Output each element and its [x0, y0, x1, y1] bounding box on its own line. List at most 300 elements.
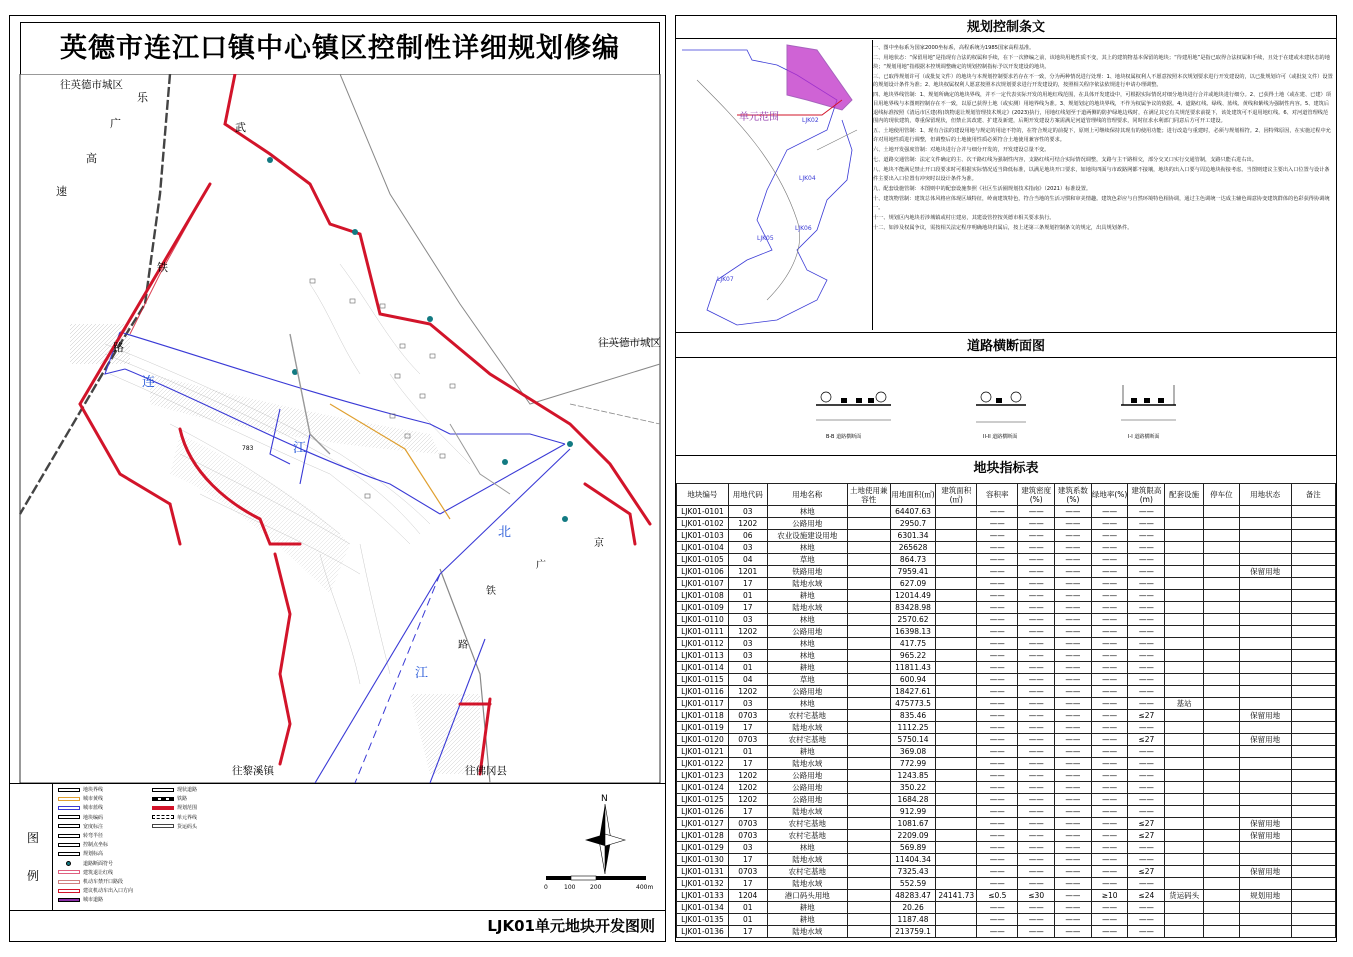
- table-cell: [1204, 662, 1240, 674]
- land-use-map[interactable]: [10, 74, 665, 783]
- table-cell: [847, 602, 890, 614]
- table-cell: ——: [1091, 854, 1128, 866]
- legend-symbol: [58, 852, 80, 856]
- table-cell: [1165, 830, 1204, 842]
- table-cell: [1291, 698, 1335, 710]
- sheet-footer: LJK01单元地块开发图则: [10, 910, 665, 940]
- legend-symbol: [152, 788, 174, 792]
- table-row: [677, 842, 1336, 854]
- table-cell: 陆地水域: [767, 806, 847, 818]
- table-cell: 1202: [728, 626, 767, 638]
- table-cell: 213759.1: [890, 926, 935, 938]
- table-cell: LJK01-0120: [677, 734, 729, 746]
- legend-symbol: [58, 843, 80, 847]
- table-cell: [1291, 626, 1335, 638]
- table-cell: ——: [1091, 542, 1128, 554]
- table-cell: ≤27: [1128, 818, 1165, 830]
- table-cell: 农村宅基地: [767, 818, 847, 830]
- clause-item: 八、地块不能满足禁止开口段要求时可根据实际情况适当降低标准，以满足地块开口要求，如地块四面与市政路网都不接壤，地块的出入口要与周边地块衔接考虑。当图则建议主要出入口位置与设计条件主要出入口位置有冲突时以设计条件为准。: [873, 167, 1330, 182]
- table-cell: ——: [1018, 734, 1055, 746]
- legend-label: 控制点坐标: [83, 842, 109, 849]
- table-cell: ——: [1091, 650, 1128, 662]
- table-cell: LJK01-0136: [677, 926, 729, 938]
- table-cell: LJK01-0129: [677, 842, 729, 854]
- table-cell: [847, 830, 890, 842]
- table-cell: ——: [977, 638, 1018, 650]
- table-cell: [1165, 770, 1204, 782]
- scale-tick-100: 100: [564, 884, 576, 891]
- table-cell: ——: [1128, 614, 1165, 626]
- table-cell: [847, 590, 890, 602]
- table-cell: ——: [1128, 878, 1165, 890]
- clause-item: 七、道路交通管制：法定文件确定的主、次干路红线为强制性内容，支路红线可结合实际情况调整，支路与主干路相交，部分交叉口实行交通管制，支路只能右进右出。: [873, 157, 1257, 164]
- table-cell: ——: [977, 866, 1018, 878]
- table-cell: [847, 854, 890, 866]
- table-cell: 陆地水域: [767, 854, 847, 866]
- table-cell: [936, 722, 977, 734]
- table-cell: [1165, 590, 1204, 602]
- table-cell: ——: [1128, 650, 1165, 662]
- table-cell: ——: [1018, 518, 1055, 530]
- table-cell: [1165, 554, 1204, 566]
- table-cell: 林地: [767, 542, 847, 554]
- table-cell: [936, 614, 977, 626]
- table-cell: [1204, 890, 1240, 902]
- legend-label: 建筑退让红线: [83, 869, 114, 876]
- table-cell: 农村宅基地: [767, 710, 847, 722]
- table-cell: 1081.67: [890, 818, 935, 830]
- inset-unit-ljk07: LJK07: [717, 276, 734, 283]
- table-cell: 公路用地: [767, 686, 847, 698]
- table-cell: ——: [1018, 674, 1055, 686]
- table-cell: [1239, 770, 1291, 782]
- table-cell: ——: [1018, 818, 1055, 830]
- table-cell: ≤24: [1128, 890, 1165, 902]
- table-cell: [1165, 722, 1204, 734]
- table-cell: 1202: [728, 686, 767, 698]
- table-cell: ——: [1018, 590, 1055, 602]
- table-cell: ——: [1018, 866, 1055, 878]
- legend-label: 现状道路: [177, 787, 198, 793]
- table-cell: ——: [1128, 674, 1165, 686]
- table-cell: ——: [1018, 914, 1055, 926]
- table-cell: 03: [728, 650, 767, 662]
- table-cell: ——: [1128, 722, 1165, 734]
- clause-item: 二、用地状态：“保留用地”是指现有合法的权属和手续，在下一次修编之前，该地块用地性质不变，其上的建筑物基本保留的地块；“待建用地”是指已取得合法权属和手续，且处于在建或未建状态的地块；“规划用地”指根据本控规调整确定的规划控制指标予以开发建设的地块。: [873, 55, 1330, 70]
- rail-char-wu: 武: [235, 121, 246, 134]
- table-cell: ——: [1128, 806, 1165, 818]
- legend-title: 图例: [26, 831, 39, 883]
- table-cell: ——: [1091, 674, 1128, 686]
- table-cell: [847, 926, 890, 938]
- river-char-lian: 连: [142, 375, 156, 390]
- table-cell: [1165, 914, 1204, 926]
- table-row: [677, 662, 1336, 674]
- table-cell: 569.89: [890, 842, 935, 854]
- legend-symbol: [152, 797, 174, 801]
- table-cell: [936, 854, 977, 866]
- table-cell: [1204, 842, 1240, 854]
- table-row: [677, 866, 1336, 878]
- table-cell: 03: [728, 542, 767, 554]
- table-cell: 货运码头: [1165, 890, 1204, 902]
- table-cell: ——: [1091, 746, 1128, 758]
- table-cell: ——: [1091, 758, 1128, 770]
- table-cell: [1165, 902, 1204, 914]
- table-cell: [1239, 926, 1291, 938]
- legend-item: [58, 850, 103, 858]
- table-cell: 1204: [728, 890, 767, 902]
- table-cell: [1165, 506, 1204, 518]
- table-cell: 2570.62: [890, 614, 935, 626]
- clause-item: 六、土地开发强度管制：对地块进行合并与细分开发的，开发建设总量不变。: [873, 147, 1050, 154]
- table-cell: 保留用地: [1239, 566, 1291, 578]
- table-cell: [1291, 722, 1335, 734]
- table-cell: 公路用地: [767, 626, 847, 638]
- table-cell: [1291, 674, 1335, 686]
- table-cell: [1291, 758, 1335, 770]
- table-cell: ——: [1128, 662, 1165, 674]
- table-cell: 475773.5: [890, 698, 935, 710]
- table-cell: [847, 614, 890, 626]
- table-cell: ——: [1055, 770, 1092, 782]
- table-cell: 06: [728, 530, 767, 542]
- table-cell: 350.22: [890, 782, 935, 794]
- table-header-cell: 地块编号: [677, 484, 729, 506]
- table-cell: [936, 698, 977, 710]
- table-cell: [1204, 506, 1240, 518]
- table-cell: ——: [1018, 902, 1055, 914]
- table-cell: [847, 842, 890, 854]
- table-cell: [1204, 878, 1240, 890]
- table-cell: 林地: [767, 638, 847, 650]
- table-cell: [936, 818, 977, 830]
- label-to-fogang: 往佛冈县: [465, 765, 507, 777]
- inset-unit-map[interactable]: [677, 40, 872, 330]
- table-cell: [1204, 650, 1240, 662]
- table-cell: LJK01-0102: [677, 518, 729, 530]
- clause-item: 五、土地使用管制：1、现有合法的建设用地与规定的用途不符的，在符合规定的前提下，原则上可继续保持其现有的使用功能；进行改造与重建时，必须与规划相符。2、因特殊原因，在实施过程中允许对用地性质进行调整，但调整后的土地使用性质必须符合土地使用兼容性的要求。: [873, 128, 1331, 143]
- table-cell: ——: [1018, 698, 1055, 710]
- table-cell: ——: [1128, 782, 1165, 794]
- legend-label: 城市蓝线: [83, 805, 104, 812]
- table-cell: 1187.48: [890, 914, 935, 926]
- table-cell: ——: [1091, 914, 1128, 926]
- table-cell: [1204, 578, 1240, 590]
- table-cell: [847, 698, 890, 710]
- table-cell: [1291, 854, 1335, 866]
- table-cell: [1165, 746, 1204, 758]
- table-row: [677, 506, 1336, 518]
- clause-item: 一、图中坐标系为国家2000坐标系，高程系统为1985国家高程基准。: [873, 45, 1035, 51]
- table-row: [677, 554, 1336, 566]
- table-cell: ——: [977, 770, 1018, 782]
- table-cell: 耕地: [767, 914, 847, 926]
- table-cell: ——: [1018, 806, 1055, 818]
- legend-item: [152, 786, 197, 794]
- table-cell: ——: [1018, 578, 1055, 590]
- table-cell: [1204, 782, 1240, 794]
- table-cell: [847, 818, 890, 830]
- table-cell: 772.99: [890, 758, 935, 770]
- parcel-index-table: [676, 483, 1336, 938]
- table-cell: LJK01-0131: [677, 866, 729, 878]
- table-cell: 陆地水域: [767, 602, 847, 614]
- table-cell: LJK01-0134: [677, 902, 729, 914]
- table-cell: ——: [1018, 638, 1055, 650]
- table-cell: ——: [977, 650, 1018, 662]
- table-cell: [1239, 686, 1291, 698]
- table-cell: ——: [1055, 818, 1092, 830]
- legend-label: 宽度标注: [83, 823, 104, 830]
- sheet-title: 英德市连江口镇中心镇区控制性详细规划修编: [20, 22, 660, 74]
- table-cell: 01: [728, 662, 767, 674]
- table-cell: [936, 542, 977, 554]
- table-cell: ——: [977, 854, 1018, 866]
- table-cell: 03: [728, 842, 767, 854]
- table-cell: [847, 734, 890, 746]
- table-cell: 2209.09: [890, 830, 935, 842]
- table-cell: 林地: [767, 698, 847, 710]
- table-cell: 1243.85: [890, 770, 935, 782]
- table-row: [677, 878, 1336, 890]
- table-cell: ——: [977, 878, 1018, 890]
- table-cell: [1165, 794, 1204, 806]
- table-cell: ——: [977, 758, 1018, 770]
- table-cell: ——: [1055, 530, 1092, 542]
- table-cell: ——: [1128, 842, 1165, 854]
- table-cell: [1239, 794, 1291, 806]
- legend-symbol: [58, 870, 80, 874]
- sections-title: 道路横断面图: [676, 336, 1336, 358]
- table-cell: [847, 746, 890, 758]
- table-cell: [1239, 614, 1291, 626]
- table-cell: [847, 770, 890, 782]
- table-cell: 保留用地: [1239, 818, 1291, 830]
- table-cell: LJK01-0106: [677, 566, 729, 578]
- table-cell: [847, 530, 890, 542]
- legend-item: [58, 804, 103, 812]
- table-cell: [1165, 686, 1204, 698]
- table-cell: ——: [1128, 626, 1165, 638]
- table-cell: ≤27: [1128, 830, 1165, 842]
- legend-label: 城市道路: [83, 897, 104, 904]
- table-cell: ——: [977, 734, 1018, 746]
- clause-item: 九、配套设施管制：本图则中的配套设施参照《社区生活圈规划技术指南》（2021）标准设置。: [873, 185, 1092, 192]
- table-cell: ——: [1091, 698, 1128, 710]
- table-cell: 耕地: [767, 902, 847, 914]
- table-cell: 保留用地: [1239, 710, 1291, 722]
- clause-item: 十一、规划区内地块若涉城镇或村庄建房，其建设管控按英德市相关要求执行。: [873, 214, 1055, 221]
- table-cell: 陆地水域: [767, 722, 847, 734]
- table-cell: 11811.43: [890, 662, 935, 674]
- table-cell: ——: [1055, 626, 1092, 638]
- table-cell: ——: [1091, 770, 1128, 782]
- table-cell: ——: [1091, 878, 1128, 890]
- table-cell: [1204, 638, 1240, 650]
- table-cell: 552.59: [890, 878, 935, 890]
- table-cell: 陆地水域: [767, 578, 847, 590]
- table-cell: [847, 638, 890, 650]
- table-cell: 369.08: [890, 746, 935, 758]
- table-cell: [847, 554, 890, 566]
- table-cell: [1165, 758, 1204, 770]
- table-row: [677, 614, 1336, 626]
- table-cell: [1204, 674, 1240, 686]
- rail-char-su: 速: [56, 185, 67, 198]
- table-cell: [1239, 722, 1291, 734]
- table-cell: ——: [1128, 578, 1165, 590]
- rail-char-le: 乐: [137, 91, 148, 104]
- table-cell: [847, 542, 890, 554]
- table-row: [677, 806, 1336, 818]
- legend-item: [58, 814, 103, 822]
- table-cell: [936, 590, 977, 602]
- legend-item: [58, 786, 103, 794]
- table-cell: 公路用地: [767, 770, 847, 782]
- table-cell: ——: [1055, 674, 1092, 686]
- table-cell: ——: [1128, 686, 1165, 698]
- table-cell: [1165, 818, 1204, 830]
- river-char-jiang2: 江: [415, 666, 429, 681]
- table-cell: 1202: [728, 518, 767, 530]
- table-cell: [1165, 854, 1204, 866]
- legend-right-column: [152, 786, 247, 846]
- table-cell: ——: [1091, 602, 1128, 614]
- table-cell: [936, 506, 977, 518]
- table-row: [677, 578, 1336, 590]
- table-cell: ——: [1128, 542, 1165, 554]
- legend-left-column: [58, 786, 153, 908]
- table-cell: LJK01-0113: [677, 650, 729, 662]
- legend-symbol: [58, 880, 80, 884]
- table-cell: ——: [1055, 734, 1092, 746]
- table-header-cell: 用地名称: [767, 484, 847, 506]
- legend-symbol: [58, 898, 80, 902]
- table-cell: ——: [1018, 746, 1055, 758]
- table-cell: 公路用地: [767, 794, 847, 806]
- table-cell: LJK01-0135: [677, 914, 729, 926]
- table-cell: ——: [1091, 614, 1128, 626]
- table-cell: ——: [1091, 626, 1128, 638]
- table-cell: ——: [1091, 902, 1128, 914]
- table-cell: ——: [1055, 518, 1092, 530]
- table-cell: [1239, 638, 1291, 650]
- table-row: [677, 746, 1336, 758]
- table-cell: 17: [728, 578, 767, 590]
- table-cell: [1204, 830, 1240, 842]
- table-cell: ——: [1055, 746, 1092, 758]
- table-cell: ——: [1128, 698, 1165, 710]
- legend-item: [58, 896, 103, 904]
- table-cell: LJK01-0115: [677, 674, 729, 686]
- table-cell: [1204, 602, 1240, 614]
- table-cell: 01: [728, 746, 767, 758]
- table-row: [677, 566, 1336, 578]
- table-cell: ——: [977, 722, 1018, 734]
- legend-item: [152, 795, 187, 803]
- table-cell: 规划用地: [1239, 890, 1291, 902]
- table-cell: [1239, 782, 1291, 794]
- table-cell: [936, 782, 977, 794]
- table-cell: [847, 794, 890, 806]
- table-cell: 17: [728, 806, 767, 818]
- table-cell: 5750.14: [890, 734, 935, 746]
- table-cell: ——: [1018, 566, 1055, 578]
- table-cell: ——: [1128, 770, 1165, 782]
- table-cell: [1204, 770, 1240, 782]
- table-cell: ——: [977, 506, 1018, 518]
- inset-label-unit-range: 单元范围: [739, 112, 779, 123]
- table-cell: [1291, 890, 1335, 902]
- legend-label: 货运码头: [177, 823, 198, 830]
- legend-label: 地块界线: [83, 787, 104, 793]
- table-cell: 1684.28: [890, 794, 935, 806]
- table-cell: 17: [728, 854, 767, 866]
- legend-item: [58, 878, 123, 886]
- control-clauses: [873, 44, 1333, 234]
- table-row: [677, 854, 1336, 866]
- inset-unit-ljk04: LJK04: [799, 175, 816, 182]
- table-row: [677, 914, 1336, 926]
- legend-symbol: [58, 889, 80, 893]
- table-cell: ——: [1018, 794, 1055, 806]
- table-cell: [847, 710, 890, 722]
- table-cell: LJK01-0123: [677, 770, 729, 782]
- table-cell: ≤27: [1128, 710, 1165, 722]
- table-cell: ——: [1055, 926, 1092, 938]
- table-cell: [936, 806, 977, 818]
- table-cell: ——: [1055, 698, 1092, 710]
- table-cell: 265628: [890, 542, 935, 554]
- legend-item: [58, 887, 133, 895]
- table-cell: [1204, 530, 1240, 542]
- table-cell: [1239, 518, 1291, 530]
- table-cell: LJK01-0109: [677, 602, 729, 614]
- table-cell: ——: [977, 674, 1018, 686]
- table-cell: [1239, 758, 1291, 770]
- table-cell: 铁路用地: [767, 566, 847, 578]
- table-cell: ≤27: [1128, 734, 1165, 746]
- table-cell: [1291, 926, 1335, 938]
- map-legend: [10, 783, 665, 910]
- table-cell: LJK01-0119: [677, 722, 729, 734]
- table-cell: 林地: [767, 842, 847, 854]
- rail-char-gao: 高: [86, 152, 97, 165]
- table-cell: ——: [1018, 878, 1055, 890]
- table-cell: [1291, 914, 1335, 926]
- table-cell: [847, 662, 890, 674]
- table-cell: [1291, 866, 1335, 878]
- table-header-cell: 容积率: [977, 484, 1018, 506]
- table-cell: [847, 758, 890, 770]
- table-cell: [1165, 602, 1204, 614]
- table-row: [677, 758, 1336, 770]
- clause-item: 三、已取得规划许可（或批复文件）的地块与本规划控制要求若存在不一致，分为两种情况进行处理：1、地块权属权利人不愿意按照本次规划要求进行开发建设的，以已批规划许可（或批复文件）设置的规划设计条件为准；2、地块权属权利人愿意按照本次规划要求进行开发建设的，按照相关程序依法依规进行申请办理调整。: [873, 73, 1333, 89]
- table-cell: 林地: [767, 614, 847, 626]
- table-cell: 保留用地: [1239, 734, 1291, 746]
- table-cell: 03: [728, 638, 767, 650]
- table-cell: [1291, 734, 1335, 746]
- table-cell: ——: [1018, 770, 1055, 782]
- table-cell: ——: [1128, 638, 1165, 650]
- label-to-yingde-north: 往英德市城区: [60, 79, 123, 91]
- table-cell: [1204, 734, 1240, 746]
- table-cell: ——: [977, 554, 1018, 566]
- table-cell: [847, 686, 890, 698]
- table-header-cell: 配套设施: [1165, 484, 1204, 506]
- table-cell: ——: [977, 794, 1018, 806]
